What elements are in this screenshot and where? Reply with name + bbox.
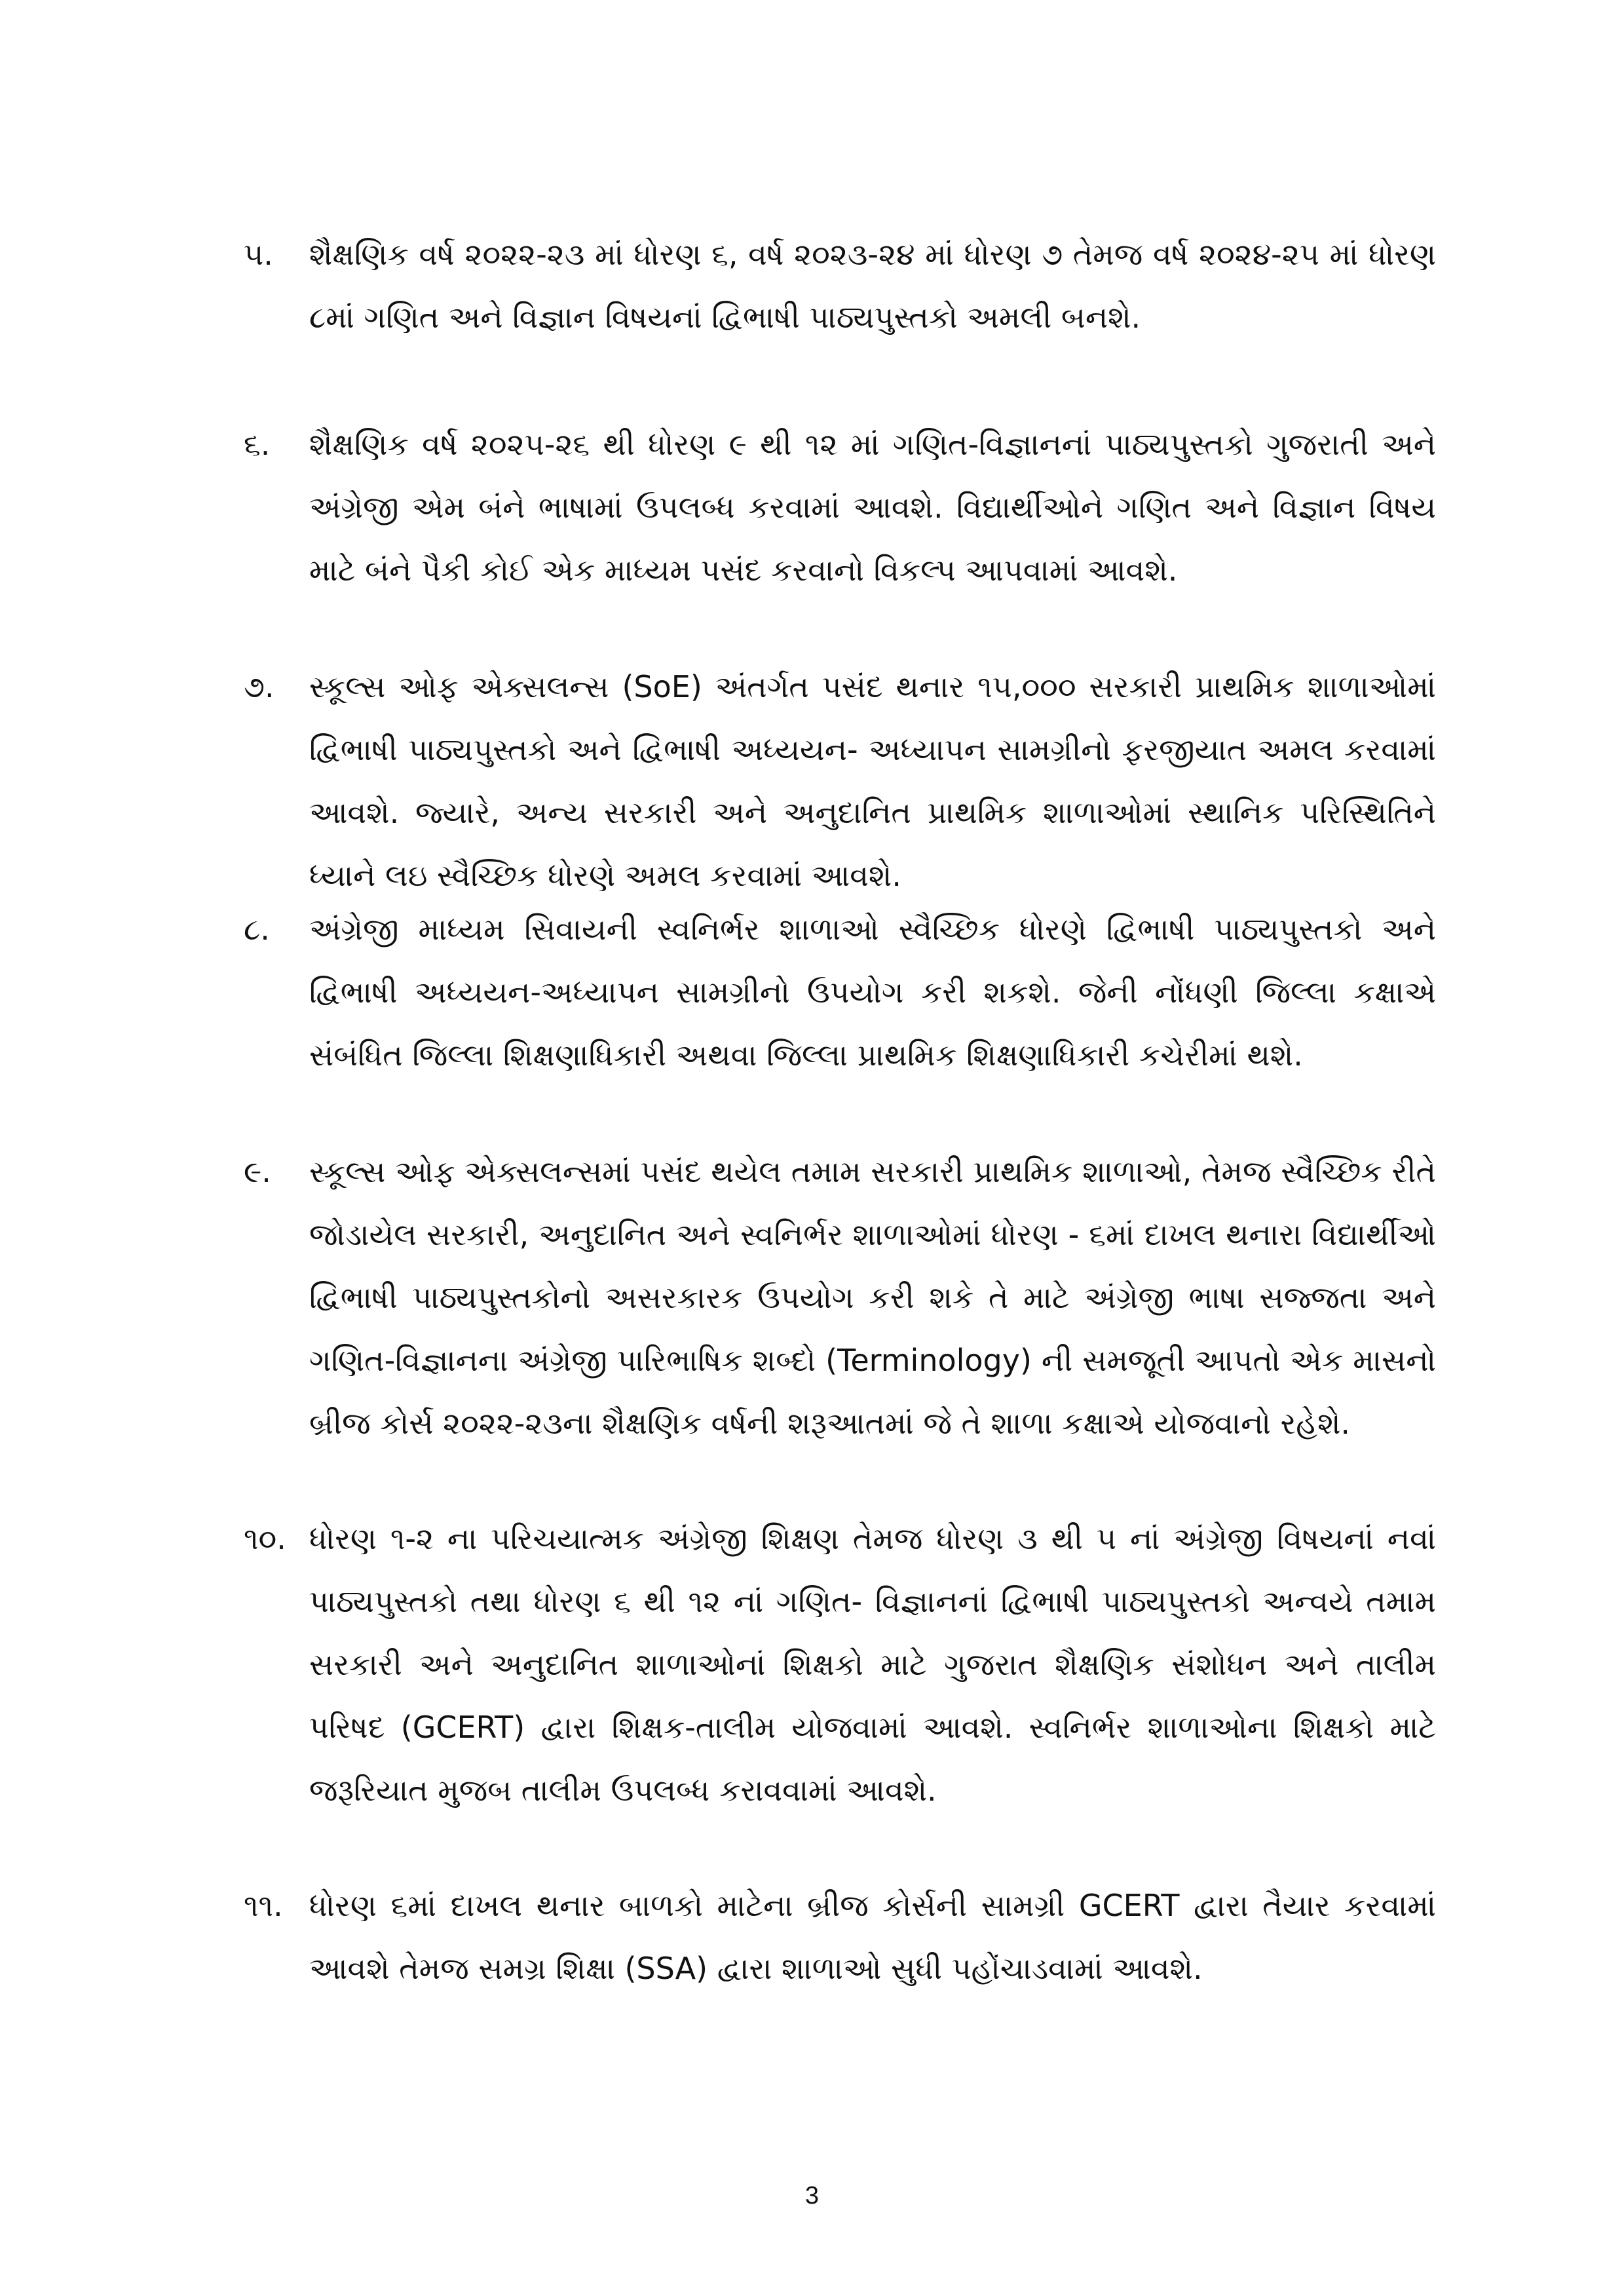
- item-text: ધોરણ ૬માં દાખલ થનાર બાળકો માટેના બ્રીજ કોર્સની સામગ્રી GCERT દ્વારા તૈયાર કરવામાં આવશે તેમજ સમગ્ર શિક્ષા (SSA) દ્વારા શાળાઓ સુધી પહોંચાડવામાં આવશે.: [309, 1888, 1436, 1986]
- item-number: ૭.: [244, 669, 274, 704]
- item-text: શૈક્ષણિક વર્ષ ૨૦૨૫-૨૬ થી ધોરણ ૯ થી ૧૨ માં ગણિત-વિજ્ઞાનનાં પાઠ્યપુસ્તકો ગુજરાતી અને અંગ્રેજી એમ બંને ભાષામાં ઉપલબ્ધ કરવામાં આવશે. વિદ્યાર્થીઓને ગણિત અને વિજ્ઞાન વિષય માટે બંને પૈકી કોઈ એક માધ્યમ પસંદ કરવાનો વિકલ્પ આપવામાં આવશે.: [309, 427, 1436, 588]
- item-text: અંગ્રેજી માધ્યમ સિવાયની સ્વનિર્ભર શાળાઓ સ્વૈચ્છિક ધોરણે દ્વિભાષી પાઠ્યપુસ્તકો અને દ્વિભાષી અધ્યયન-અધ્યાપન સામગ્રીનો ઉપયોગ કરી શકશે. જેની નોંધણી જિલ્લા કક્ષાએ સંબંધિત જિલ્લા શિક્ષણાધિકારી અથવા જિલ્લા પ્રાથમિક શિક્ષણાધિકારી કચેરીમાં થશે.: [309, 911, 1436, 1073]
- item-number: ૧૦.: [244, 1521, 286, 1556]
- list-item: [244, 1140, 1436, 1455]
- item-text: શૈક્ષણિક વર્ષ ૨૦૨૨-૨૩ માં ધોરણ ૬, વર્ષ ૨૦૨૩-૨૪ માં ધોરણ ૭ તેમજ વર્ષ ૨૦૨૪-૨૫ માં ધોરણ ૮માં ગણિત અને વિજ્ઞાન વિષયનાં દ્વિભાષી પાઠ્યપુસ્તકો અમલી બનશે.: [309, 237, 1436, 335]
- item-number: ૮.: [244, 911, 270, 947]
- list-item: [244, 898, 1436, 1086]
- item-number: ૬.: [244, 427, 271, 462]
- item-text: સ્કૂલ્સ ઓફ એક્સલન્સમાં પસંદ થયેલ તમામ સરકારી પ્રાથમિક શાળાઓ, તેમજ સ્વૈચ્છિક રીતે જોડાયેલ સરકારી, અનુદાનિત અને સ્વનિર્ભર શાળાઓમાં ધોરણ - ૬માં દાખલ થનારા વિદ્યાર્થીઓ દ્વિભાષી પાઠ્યપુસ્તકોનો અસરકારક ઉપયોગ કરી શકે તે માટે અંગ્રેજી ભાષા સજ્જતા અને ગણિત-વિજ્ઞાનના અંગ્રેજી પારિભાષિક શબ્દો (Terminology) ની સમજૂતી આપતો એક માસનો બ્રીજ કોર્સ ૨૦૨૨-૨૩ના શૈક્ષણિક વર્ષની શરૂઆતમાં જે તે શાળા કક્ષાએ યોજવાનો રહેશે.: [309, 1154, 1436, 1441]
- list-item: [244, 413, 1436, 602]
- list-item: [244, 1874, 1436, 2000]
- item-text: સ્કૂલ્સ ઓફ એક્સલન્સ (SoE) અંતર્ગત પસંદ થનાર ૧૫,૦૦૦ સરકારી પ્રાથમિક શાળાઓમાં દ્વિભાષી પાઠ્યપુસ્તકો અને દ્વિભાષી અધ્યયન- અધ્યાપન સામગ્રીનો ફરજીયાત અમલ કરવામાં આવશે. જ્યારે, અન્ય સરકારી અને અનુદાનિત પ્રાથમિક શાળાઓમાં સ્થાનિક પરિસ્થિતિને ધ્યાને લઇ સ્વૈચ્છિક ધોરણે અમલ કરવામાં આવશે.: [309, 669, 1436, 893]
- item-number: ૧૧.: [244, 1888, 283, 1923]
- list-item: [244, 1507, 1436, 1822]
- list-item: [244, 655, 1436, 907]
- page-number: 3: [804, 2182, 820, 2210]
- item-text: ધોરણ ૧-૨ ના પરિચયાત્મક અંગ્રેજી શિક્ષણ તેમજ ધોરણ ૩ થી ૫ નાં અંગ્રેજી વિષયનાં નવાં પાઠ્યપુસ્તકો તથા ધોરણ ૬ થી ૧૨ નાં ગણિત- વિજ્ઞાનનાં દ્વિભાષી પાઠ્યપુસ્તકો અન્વયે તમામ સરકારી અને અનુદાનિત શાળાઓનાં શિક્ષકો માટે ગુજરાત શૈક્ષણિક સંશોધન અને તાલીમ પરિષદ (GCERT) દ્વારા શિક્ષક-તાલીમ યોજવામાં આવશે. સ્વનિર્ભર શાળાઓના શિક્ષકો માટે જરૂરિયાત મુજબ તાલીમ ઉપલબ્ધ કરાવવામાં આવશે.: [309, 1521, 1436, 1808]
- list-item: [244, 223, 1436, 349]
- item-number: ૯.: [244, 1154, 271, 1189]
- item-number: ૫.: [244, 237, 273, 272]
